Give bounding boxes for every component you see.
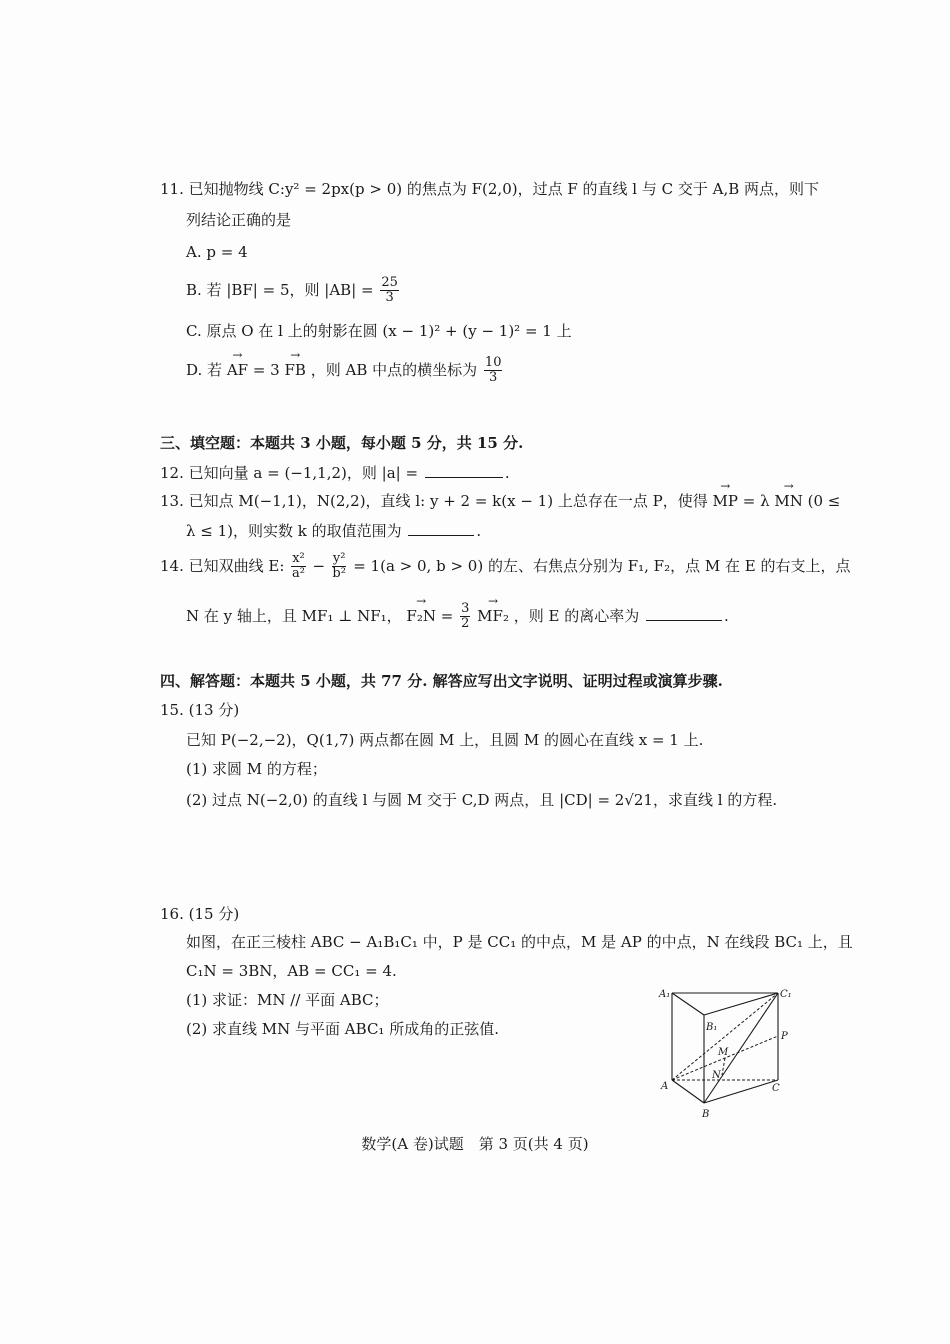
fraction-denominator: 2	[461, 616, 470, 632]
label-b: B	[702, 1109, 710, 1120]
q16-title: 16. (15 分)	[160, 905, 240, 923]
q11-option-c: C. 原点 O 在 l 上的射影在圆 (x − 1)² + (y − 1)² = 1 上	[186, 322, 572, 340]
q13-line2-text: λ ≤ 1)，则实数 k 的取值范围为	[186, 522, 402, 540]
q14-answer-blank[interactable]	[646, 619, 722, 621]
label-a1: A₁	[659, 989, 671, 1000]
q11-stem-text: 已知抛物线 C:y² = 2px(p > 0) 的焦点为 F(2,0)，过点 F 的直线 l 与 C 交于 A,B 两点，则下	[188, 180, 820, 198]
q16-part2: (2) 求直线 MN 与平面 ABC₁ 所成角的正弦值.	[186, 1020, 499, 1038]
vector-af: → AF	[227, 361, 248, 379]
fraction-numerator: y²	[332, 551, 346, 566]
q15-part1: (1) 求圆 M 的方程；	[186, 760, 327, 778]
q13-line1	[160, 492, 840, 510]
q14-fraction-x	[291, 552, 306, 582]
edge-b1-c1	[704, 993, 778, 1015]
q16-stem-line1: 如图，在正三棱柱 ABC − A₁B₁C₁ 中，P 是 CC₁ 的中点，M 是 AP 的中点，N 在线段 BC₁ 上，且	[186, 933, 853, 951]
label-n: N	[712, 1070, 721, 1081]
fraction-denominator: 3	[489, 370, 498, 386]
q11-option-b	[186, 276, 401, 306]
q11-number: 11.	[160, 180, 184, 198]
label-a: A	[661, 1081, 669, 1092]
q14-fraction-3-2	[460, 602, 470, 632]
q12-text: 12. 已知向量 a = (−1,1,2)，则 |a| =	[160, 464, 419, 482]
segment-a-c1	[672, 993, 778, 1080]
edge-b-c1	[704, 993, 778, 1103]
edge-a-b	[672, 1080, 704, 1103]
q15-part2: (2) 过点 N(−2,0) 的直线 l 与圆 M 交于 C,D 两点，且 |CD| = 2√21，求直线 l 的方程.	[186, 791, 778, 809]
fraction-numerator: x²	[292, 551, 305, 566]
q11-option-d-post: ，则 AB 中点的横坐标为	[310, 360, 478, 379]
q14-line2-pre: N 在 y 轴上，且 MF₁ ⊥ NF₁，	[186, 606, 402, 625]
vector-f2n: → F₂N	[406, 607, 436, 625]
q15-title: 15. (13 分)	[160, 701, 240, 719]
q15-stem: 已知 P(−2,−2)，Q(1,7) 两点都在圆 M 上，且圆 M 的圆心在直线 x = 1 上.	[186, 731, 704, 749]
label-m: M	[718, 1047, 729, 1058]
q14-line1-post: = 1(a > 0, b > 0) 的左、右焦点分别为 F₁, F₂，点 M 在 E 的右支上，点	[353, 556, 851, 575]
edge-b-c	[704, 1080, 778, 1103]
q14-line2	[186, 602, 729, 632]
q11-option-d	[186, 356, 504, 386]
fraction-numerator: 3	[461, 601, 470, 616]
vector-mp: → MP	[713, 492, 738, 510]
q16-stem-line2: C₁N = 3BN，AB = CC₁ = 4.	[186, 962, 397, 980]
section4-heading: 四、解答题：本题共 5 小题，共 77 分. 解答应写出文字说明、证明过程或演算步骤.	[160, 672, 723, 690]
prism-figure	[652, 985, 802, 1125]
page-footer: 数学(A 卷)试题 第 3 页(共 4 页)	[361, 1135, 589, 1153]
q11-option-a: A. p = 4	[186, 243, 248, 261]
q13-mid: = λ	[742, 492, 770, 510]
q11-option-b-fraction	[380, 276, 399, 306]
q14-end: .	[724, 606, 729, 625]
edge-a1-b1	[672, 993, 704, 1015]
q13-answer-blank[interactable]	[408, 534, 474, 536]
q16-part1: (1) 求证：MN // 平面 ABC；	[186, 991, 389, 1009]
q13-end: .	[476, 522, 482, 540]
q14-line1-pre: 14. 已知双曲线 E:	[160, 556, 285, 575]
q14-line2-post: ，则 E 的离心率为	[513, 606, 640, 625]
fraction-numerator: 25	[381, 275, 398, 290]
vector-fb: → FB	[285, 361, 306, 379]
label-c: C	[772, 1083, 780, 1094]
q13-line2	[186, 522, 481, 540]
q13-line1-post: (0 ≤	[807, 492, 841, 510]
fraction-numerator: 10	[484, 355, 502, 370]
fraction-denominator: 3	[385, 290, 394, 306]
vector-mn: → MN	[774, 492, 802, 510]
q14-fraction-y	[332, 552, 347, 582]
q13-line1-pre: 13. 已知点 M(−1,1)，N(2,2)，直线 l: y + 2 = k(x − 1) 上总存在一点 P，使得	[160, 492, 708, 510]
label-b1: B₁	[706, 1022, 718, 1033]
q11-option-d-fraction	[484, 356, 503, 386]
vector-mf2: → MF₂	[477, 607, 509, 625]
fraction-denominator: b²	[332, 566, 346, 582]
q11-stem-line2: 列结论正确的是	[186, 211, 292, 229]
q12-answer-blank[interactable]	[425, 476, 503, 478]
section3-heading: 三、填空题：本题共 3 小题，每小题 5 分，共 15 分.	[160, 434, 524, 452]
q11-stem-line1	[160, 180, 819, 198]
q14-line1	[160, 552, 850, 582]
label-c1: C₁	[780, 989, 792, 1000]
q11-option-d-pre: D. 若	[186, 360, 223, 379]
label-p: P	[781, 1031, 788, 1042]
fraction-denominator: a²	[291, 566, 305, 582]
q11-option-b-text: B. 若 |BF| = 5，则 |AB| =	[186, 280, 374, 299]
q14-eq: =	[440, 606, 454, 625]
q14-minus: −	[312, 556, 326, 575]
q11-option-d-mid: = 3	[252, 360, 280, 379]
q12	[160, 464, 510, 482]
q12-end: .	[504, 464, 510, 482]
